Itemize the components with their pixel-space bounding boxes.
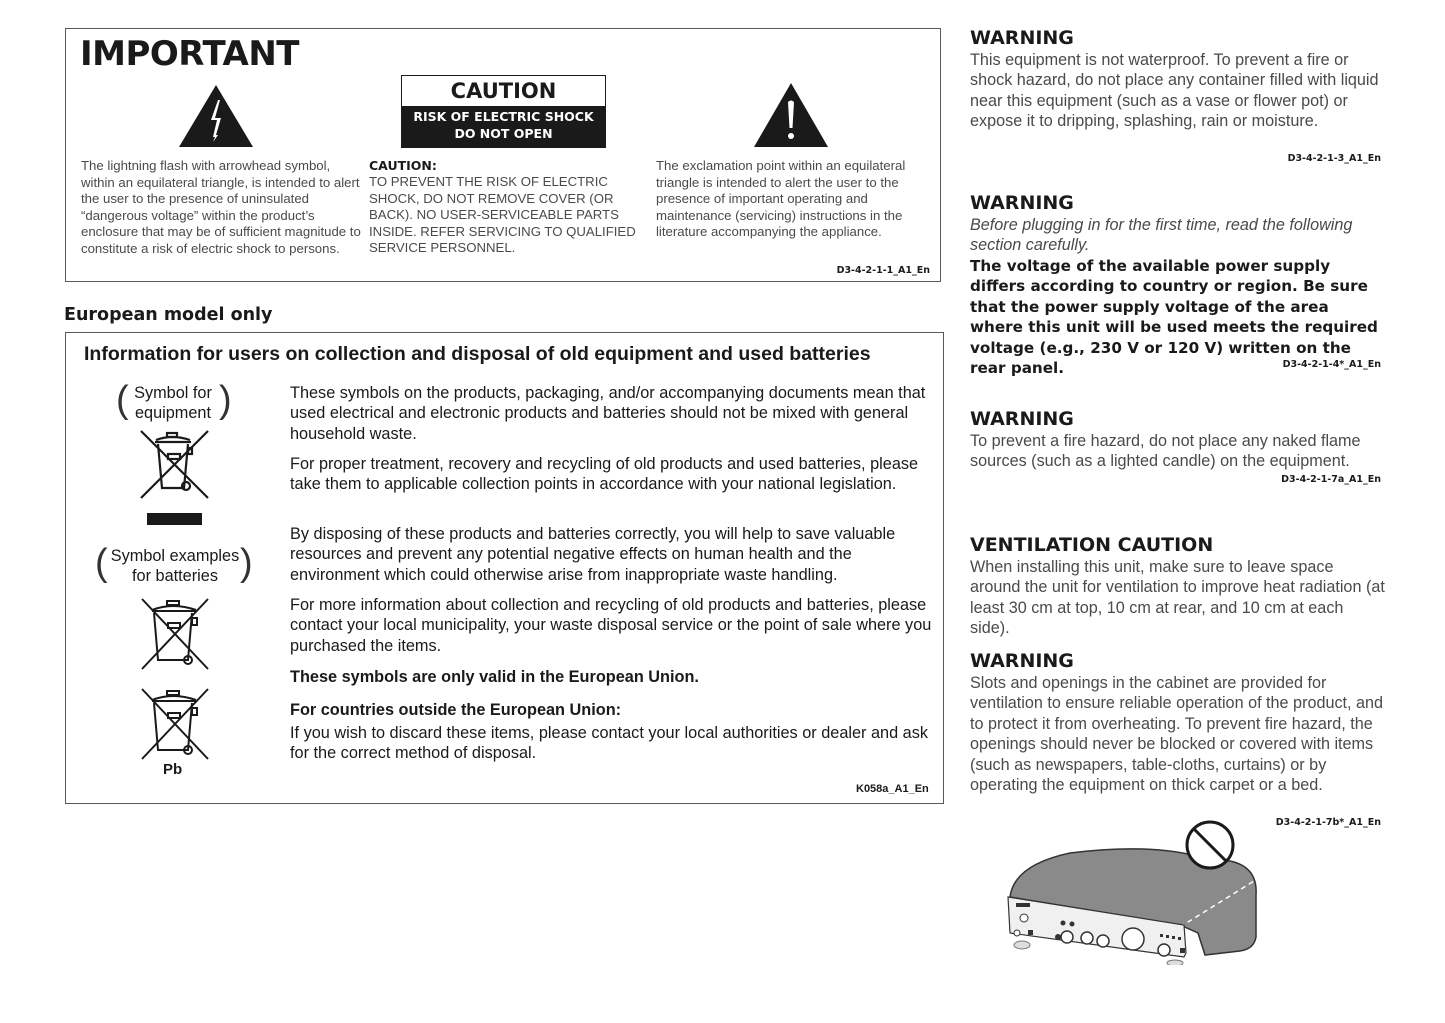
eu-only-notice: These symbols are only valid in the European Union. (290, 668, 699, 686)
reference-code: D3-4-2-1-1_A1_En (836, 265, 930, 276)
ventilation-text: When installing this unit, make sure to leave space around the unit for ventilation to improve heat radiation (at least 30 cm at top, 10 cm at rear, and 10 cm at each side). (970, 558, 1385, 638)
paren-open: ( (116, 379, 129, 421)
caution-text-block (369, 158, 644, 257)
warning-bold-text: The voltage of the available power supply differs according to country or region. Be sure that the power supply voltage of the area where this unit will be used meets the required voltage (e.g., 230 V or 120 V) written on the rear panel. (970, 257, 1378, 378)
caution-sign (401, 75, 606, 148)
covered-amplifier-prohibited-illustration (1000, 815, 1265, 965)
caution-label: CAUTION: (369, 158, 437, 173)
ventilation-heading: VENTILATION CAUTION (970, 534, 1214, 556)
warning-italic-text: Before plugging in for the first time, read the following section carefully. (970, 216, 1353, 255)
reference-code: D3-4-2-1-7b*_A1_En (1275, 817, 1381, 828)
outside-eu-heading: For countries outside the European Union: (290, 701, 622, 719)
european-paragraph: For more information about collection and recycling of old products and batteries, please contact your local municipality, your waste disposal service or the point of sale where you purchased the items. (290, 596, 932, 655)
european-paragraph: These symbols on the products, packaging, and/or accompanying documents mean that used electrical and electronic products and batteries should not be mixed with general household waste. (290, 384, 926, 443)
crossed-bin-pb-icon (140, 688, 210, 760)
exclamation-warning-icon (753, 82, 829, 148)
symbol-batteries-label (104, 546, 246, 586)
reference-code: D3-4-2-1-7a_A1_En (1281, 474, 1381, 485)
warning-heading: WARNING (970, 27, 1074, 49)
lightning-warning-icon (178, 84, 254, 148)
caution-text: TO PREVENT THE RISK OF ELECTRIC SHOCK, DO NOT REMOVE COVER (OR BACK). NO USER-SERVICEABLE PARTS INSIDE. REFER SERVICING TO QUALIFIED SERVICE PERSONNEL. (369, 174, 636, 256)
symbol-equipment-label-line1: Symbol for (134, 384, 212, 402)
symbol-batteries-label-line2: for batteries (132, 567, 218, 585)
european-paragraph: For proper treatment, recovery and recycling of old products and used batteries, please take them to applicable collection points in accordance with your national legislation. (290, 455, 919, 494)
outside-eu-text: If you wish to discard these items, please contact your local authorities or dealer and ask for the correct method of disposal. (290, 724, 929, 763)
important-title: IMPORTANT (80, 34, 299, 74)
reference-code: K058a_A1_En (856, 783, 929, 795)
paren-close: ) (240, 542, 253, 584)
exclamation-description: The exclamation point within an equilateral triangle is intended to alert the user to the presence of important operating and maintenance (servicing) instructions in the literature accompanying the appliance. (656, 158, 906, 240)
paren-open: ( (95, 542, 108, 584)
european-box-title: Information for users on collection and disposal of old equipment and used batteries (84, 343, 871, 365)
pb-label: Pb (163, 761, 183, 778)
warning-heading: WARNING (970, 192, 1074, 214)
caution-sign-line1: RISK OF ELECTRIC SHOCK (413, 109, 594, 124)
warning-text: Slots and openings in the cabinet are provided for ventilation to ensure reliable operation of the product, and to protect it from overheating. To prevent fire hazard, the openings should never be blocked or covered with items (such as newspapers, table-cloths, curtains) or by operating the equipment on thick carpet or a bed. (970, 674, 1384, 795)
warning-text: This equipment is not waterproof. To prevent a fire or shock hazard, do not place any container filled with liquid near this equipment (such as a vase or flower pot) or expose it to dripping, splashing, rain or moisture. (970, 51, 1379, 131)
separator-bar (147, 513, 202, 525)
symbol-batteries-label-line1: Symbol examples (110, 547, 240, 565)
paren-close: ) (219, 379, 232, 421)
lightning-description: The lightning flash with arrowhead symbol, within an equilateral triangle, is intended to alert the user to the presence of uninsulated “dangerous voltage” within the product’s enclosure that may be of sufficient magnitude to constitute a risk of electric shock to persons. (81, 158, 361, 256)
warning-text: To prevent a fire hazard, do not place any naked flame sources (such as a lighted candle) on the equipment. (970, 432, 1361, 471)
crossed-bin-equipment-icon (140, 430, 210, 500)
reference-code: D3-4-2-1-4*_A1_En (1282, 359, 1381, 370)
symbol-equipment-label-line2: equipment (134, 404, 212, 422)
caution-sign-title: CAUTION (450, 79, 557, 103)
caution-sign-line2: DO NOT OPEN (454, 125, 553, 141)
european-paragraph: By disposing of these products and batteries correctly, you will help to save valuable resources and prevent any potential negative effects on human health and the environment which could otherwise arise from inappropriate waste handling. (290, 525, 896, 584)
european-heading: European model only (64, 305, 273, 325)
reference-code: D3-4-2-1-3_A1_En (1287, 153, 1381, 164)
crossed-bin-battery-icon (140, 598, 210, 670)
caution-sign-body (402, 106, 605, 147)
symbol-equipment-label (126, 383, 220, 423)
warning-heading: WARNING (970, 408, 1074, 430)
warning-heading: WARNING (970, 650, 1074, 672)
